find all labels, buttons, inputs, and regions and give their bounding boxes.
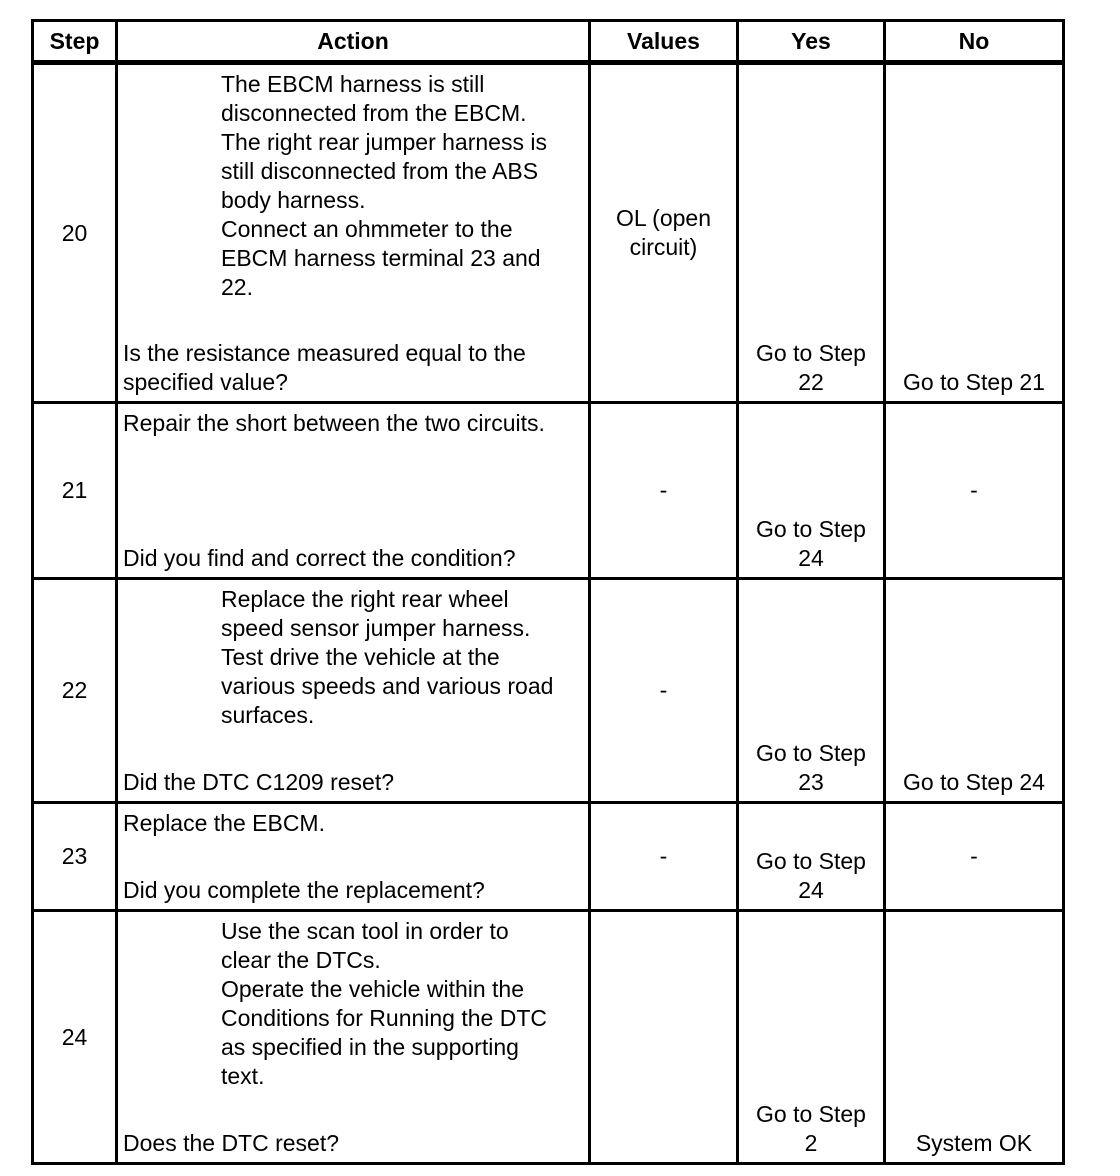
action-instructions [221,585,584,730]
action-line: various speeds and various road [221,673,554,699]
table-header-row [33,21,1064,63]
values-text: - [659,843,668,869]
action-instructions [221,70,584,302]
values-cell [590,579,738,803]
step-cell [33,911,117,1164]
values-cell [590,63,738,403]
step-number: 22 [61,677,88,703]
action-line: The EBCM harness is still [221,71,485,97]
action-cell [117,579,590,803]
values-text: - [659,477,668,503]
question-line: Does the DTC reset? [123,1130,340,1156]
action-line: text. [221,1063,265,1089]
yes-line: Go to Step [756,848,866,874]
step-cell [33,63,117,403]
step-number: 24 [61,1023,88,1050]
values-text: - [659,677,668,703]
yes-text [739,847,883,905]
action-line: surfaces. [221,702,315,728]
yes-line: 2 [804,1130,818,1156]
action-question [123,768,584,797]
no-text [886,768,1062,797]
yes-cell [738,579,885,803]
action-cell [117,911,590,1164]
no-line: System OK [915,1130,1033,1156]
question-line: Did the DTC C1209 reset? [123,769,395,795]
yes-line: 23 [798,769,824,795]
yes-cell [738,403,885,579]
step-number: 20 [61,219,88,246]
step-number: 21 [61,477,88,503]
action-line: Operate the vehicle within the [221,976,525,1002]
header-values: Values [590,21,738,63]
action-line: as specified in the supporting [221,1034,519,1060]
action-cell [117,403,590,579]
step-number: 23 [61,843,88,869]
step-cell [33,803,117,911]
action-instructions [123,409,584,438]
no-line: Go to Step 21 [903,369,1045,395]
action-line: still disconnected from the ABS [221,158,539,184]
action-cell [117,63,590,403]
action-line: Replace the EBCM. [123,810,325,836]
no-cell [885,803,1064,911]
yes-line: Go to Step [756,1101,866,1127]
table-row [33,403,1064,579]
action-instructions [123,809,584,838]
action-line: disconnected from the EBCM. [221,100,527,126]
action-instructions [221,917,584,1091]
yes-line: Go to Step [756,340,866,366]
header-action: Action [117,21,590,63]
action-line: speed sensor jumper harness. [221,615,531,641]
yes-text [739,1100,883,1158]
header-yes: Yes [738,21,885,63]
yes-cell [738,803,885,911]
question-line: Did you find and correct the condition? [123,545,516,571]
yes-cell [738,63,885,403]
action-line: Test drive the vehicle at the [221,644,500,670]
question-line: Is the resistance measured equal to the [123,340,526,366]
yes-line: 24 [798,545,824,571]
diagnostic-steps-table [31,19,1065,1165]
yes-line: Go to Step [756,740,866,766]
no-text: - [970,843,978,869]
yes-cell [738,911,885,1164]
action-line: body harness. [221,187,366,213]
action-question [123,876,584,905]
no-cell [885,403,1064,579]
no-cell [885,911,1064,1164]
action-line: 22. [221,274,253,300]
action-line: EBCM harness terminal 23 and [221,245,541,271]
question-line: specified value? [123,369,288,395]
no-text: - [970,477,978,503]
table-row [33,803,1064,911]
table-row [33,63,1064,403]
yes-line: 22 [798,369,824,395]
yes-line: Go to Step [756,516,866,542]
yes-text [739,739,883,797]
step-cell [33,579,117,803]
no-text [886,368,1062,397]
header-no: No [885,21,1064,63]
action-question [123,544,584,573]
table-row [33,579,1064,803]
yes-text [739,515,883,573]
action-question [123,1129,584,1158]
action-line: clear the DTCs. [221,947,381,973]
action-line: Connect an ohmmeter to the [221,216,513,242]
action-line: Replace the right rear wheel [221,586,509,612]
step-cell [33,403,117,579]
action-line: The right rear jumper harness is [221,129,547,155]
no-text [886,1129,1062,1158]
action-line: Conditions for Running the DTC [221,1005,547,1031]
yes-line: 24 [798,877,824,903]
values-cell [590,911,738,1164]
question-line: Did you complete the replacement? [123,877,485,903]
yes-text [739,339,883,397]
values-line: OL (open [615,205,712,231]
no-line: Go to Step 24 [903,769,1045,795]
values-cell [590,403,738,579]
action-question [123,339,584,397]
action-line: Use the scan tool in order to [221,918,509,944]
header-step: Step [33,21,117,63]
no-cell [885,579,1064,803]
action-cell [117,803,590,911]
table-row [33,911,1064,1164]
values-cell [590,803,738,911]
values-text [591,204,736,262]
no-cell [885,63,1064,403]
values-line: circuit) [629,234,698,260]
action-line: Repair the short between the two circuits. [123,410,545,436]
